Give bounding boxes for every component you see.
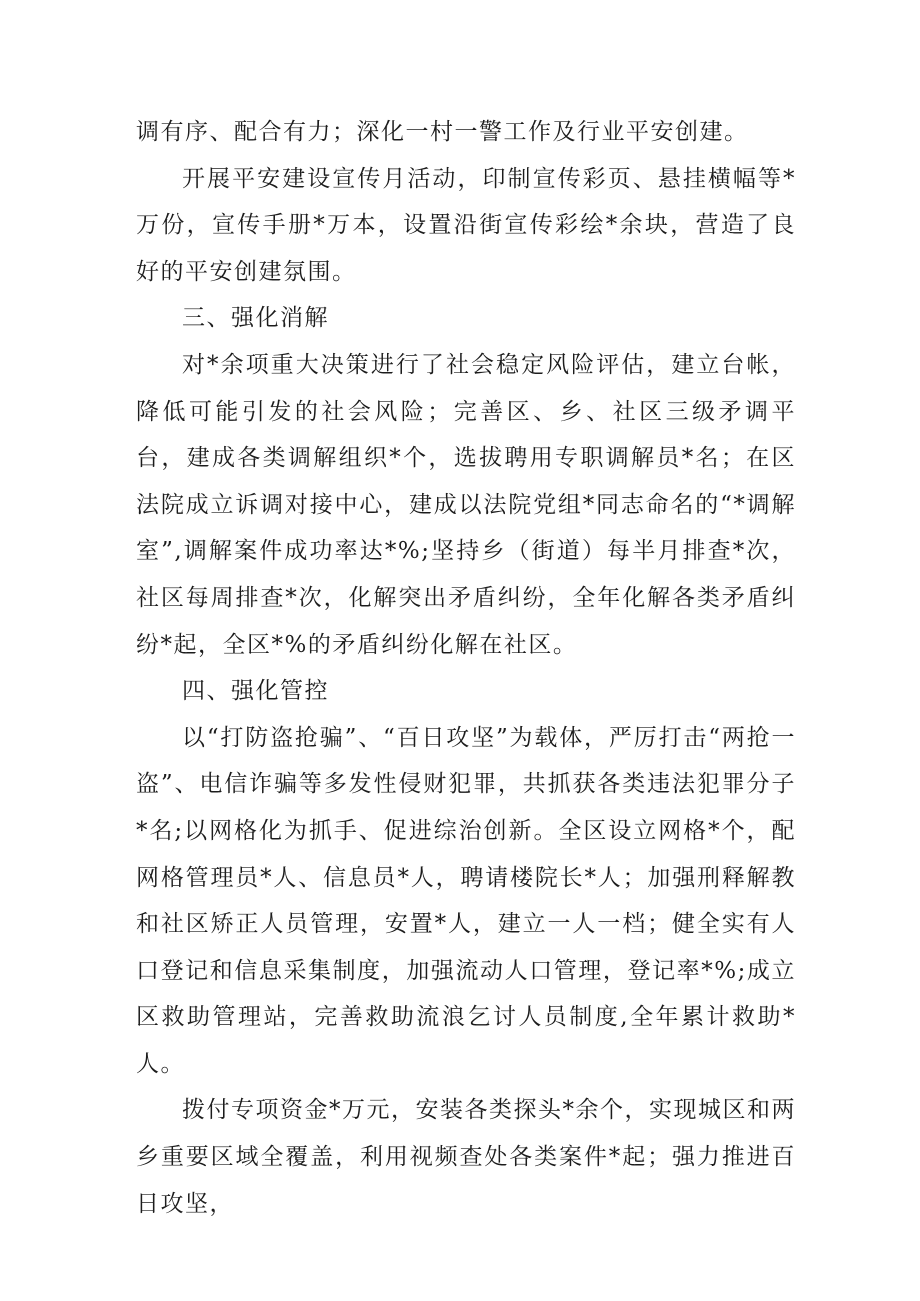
section-heading-4: 四、强化管控 [182,678,329,705]
section-heading-3: 三、强化消解 [182,305,329,332]
paragraph-crime-control: 以“打防盗抢骗”、“百日攻坚”为载体，严厉打击“两抢一盗”、电信诈骗等多发性侵财犯罪，共抓获各类违法犯罪分子*名;以网格化为抓手、促进综治创新。全区设立网格*个，配网格管理员*人、信息员*人，聘请楼院长*人；加强刑释解教和社区矫正人员管理，安置*人，建立一人一档；健全实有人口登记和信息采集制度，加强流动人口管理，登记率*%;成立区救助管理站，完善救助流浪乞讨人员制度,全年累计救助*人。 [136,724,796,1077]
paragraph-publicity-month: 开展平安建设宣传月活动，印制宣传彩页、悬挂横幅等*万份，宣传手册*万本，设置沿街宣传彩绘*余块，营造了良好的平安创建氛围。 [136,165,796,285]
paragraph-continuation: 调有序、配合有力；深化一村一警工作及行业平安创建。 [136,119,749,145]
document-body [136,109,796,1227]
paragraph-special-funds: 拨付专项资金*万元，安装各类探头*余个，实现城区和两乡重要区域全覆盖，利用视频查处各类案件*起；强力推进百日攻坚， [136,1097,796,1217]
paragraph-dispute-resolution: 对*余项重大决策进行了社会稳定风险评估，建立台帐，降低可能引发的社会风险；完善区、乡、社区三级矛调平台，建成各类调解组织*个，选拔聘用专职调解员*名；在区法院成立诉调对接中心，建成以法院党组*同志命名的“*调解室”,调解案件成功率达*%;坚持乡（街道）每半月排查*次，社区每周排查*次，化解突出矛盾纠纷，全年化解各类矛盾纠纷*起，全区*%的矛盾纠纷化解在社区。 [136,351,796,658]
